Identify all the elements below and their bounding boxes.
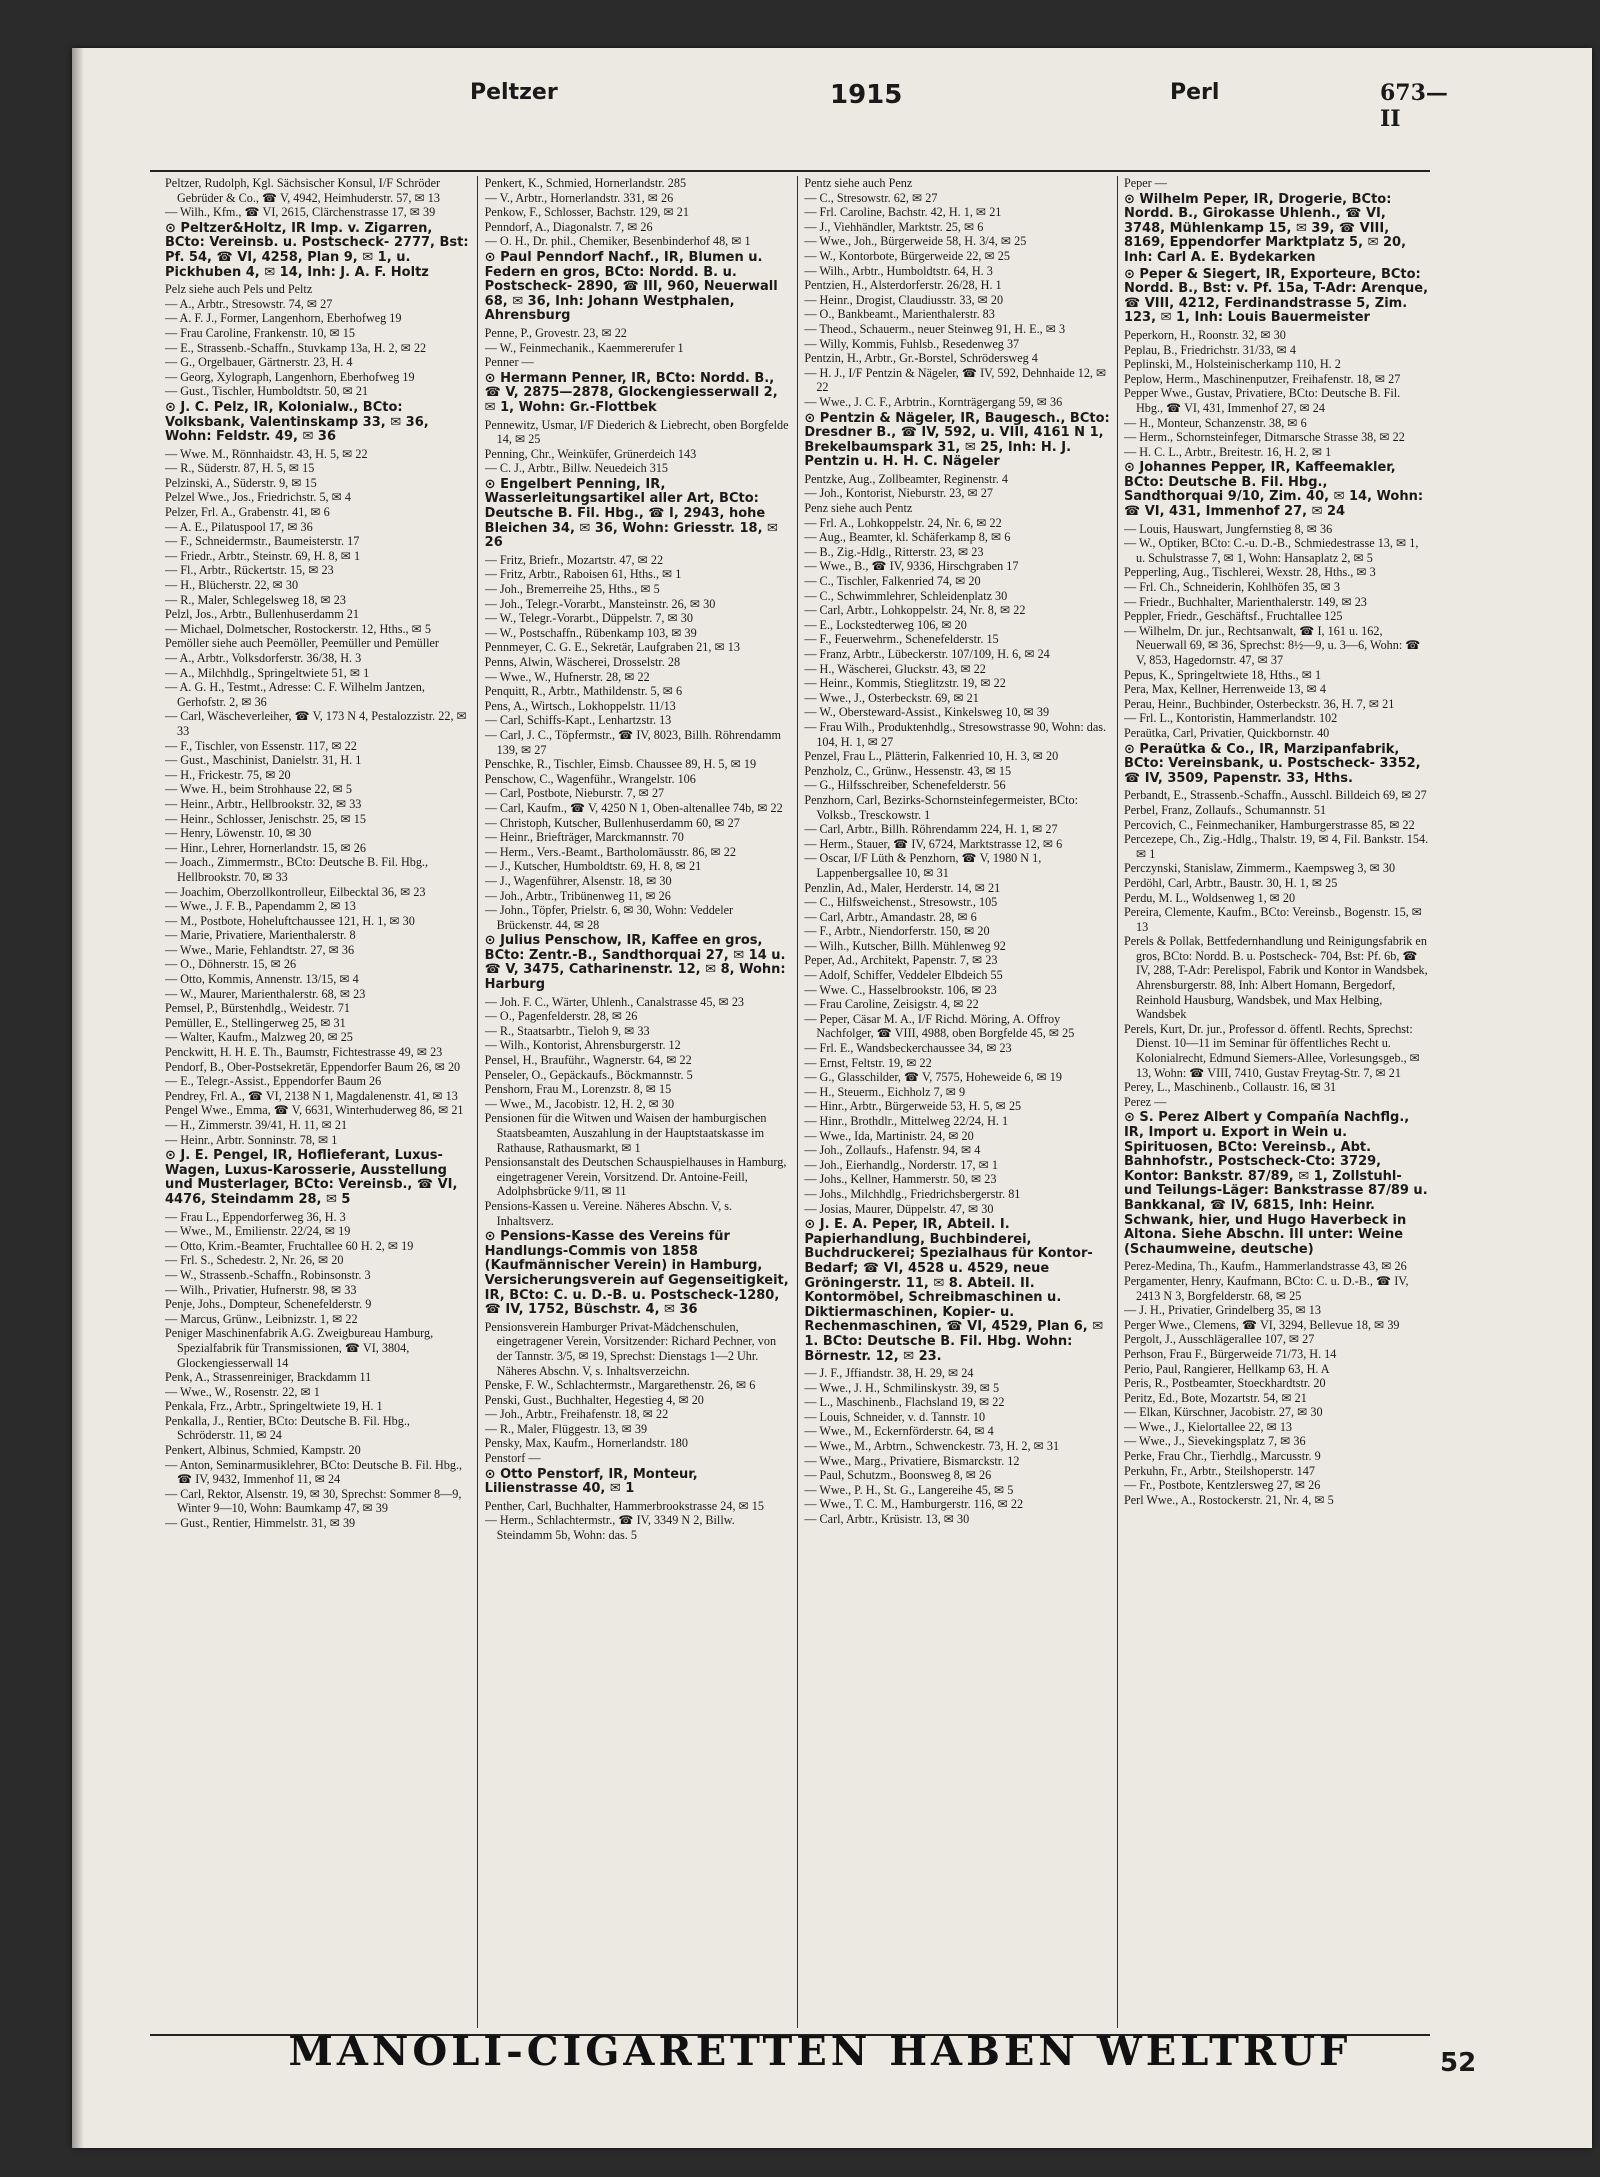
directory-entry: Penske, F. W., Schlachtermstr., Margarethenstr. 26, ✉ 6	[484, 1378, 756, 1393]
directory-entry: — Johs., Kellner, Hammerstr. 50, ✉ 23	[804, 1172, 997, 1187]
directory-entry: — Louis, Hauswart, Jungfernstieg 8, ✉ 36	[1123, 521, 1333, 536]
directory-entry: ⊙ Paul Penndorf Nachf., IR, Blumen u. Federn en gros, BCto: Nordd. B. u. Postscheck- 2890, ☎ III, 960, Neuerwall 68, ✉ 36, Inh: Johann Westphalen, Ahrensburg	[484, 249, 778, 324]
directory-entry: Pensky, Max, Kaufm., Hornerlandstr. 180	[484, 1436, 688, 1451]
directory-entry: — F., Schneidermstr., Baumeisterstr. 17	[165, 534, 360, 549]
directory-entry: — Johs., Milchhdlg., Friedrichsbergerstr. 81	[804, 1186, 1021, 1201]
directory-entry: Perczynski, Stanislaw, Zimmerm., Kaempsweg 3, ✉ 30	[1123, 861, 1396, 876]
directory-entry: — Otto, Krim.-Beamter, Fruchtallee 60 H. 2, ✉ 19	[165, 1238, 414, 1253]
directory-entry: Peper —	[1123, 176, 1167, 190]
directory-entry: — Henry, Löwenstr. 10, ✉ 30	[165, 826, 312, 841]
directory-entry: — C. J., Arbtr., Billw. Neuedeich 315	[484, 461, 669, 476]
column-divider	[797, 176, 798, 2028]
directory-entry: ⊙ Johannes Pepper, IR, Kaffeemakler, BCto: Deutsche B. Fil. Hbg., Sandthorquai 9/10, Zim. 40, ✉ 14, Wohn: ☎ VI, 431, Immenhof 27, ✉ 24	[1123, 460, 1424, 520]
directory-entry: — Fritz, Arbtr., Raboisen 61, Hths., ✉ 1	[484, 567, 682, 582]
directory-entry: Penquitt, R., Arbtr., Mathildenstr. 5, ✉ 6	[484, 684, 683, 699]
directory-entry: — J. H., Privatier, Grindelberg 35, ✉ 13	[1123, 1303, 1321, 1318]
directory-entry: — G., Orgelbauer, Gärtnerstr. 23, H. 4	[165, 355, 353, 370]
header-right-keyword: Perl	[1170, 80, 1220, 105]
directory-entry: — Ernst, Feltstr. 19, ✉ 22	[804, 1055, 932, 1070]
directory-entry: — F., Arbtr., Niendorferstr. 150, ✉ 20	[804, 924, 990, 939]
directory-entry: Penkow, F., Schlosser, Bachstr. 129, ✉ 21	[484, 205, 689, 220]
directory-entry: — G., Hilfsschreiber, Schenefelderstr. 56	[804, 778, 1006, 793]
directory-entry: Pelzl, Jos., Arbtr., Bullenhuserdamm 21	[165, 607, 359, 622]
directory-entry: Peplau, B., Friedrichstr. 31/33, ✉ 4	[1123, 342, 1296, 357]
directory-entry: — C., Schwimmlehrer, Schleidenplatz 30	[804, 588, 1008, 603]
running-header	[90, 72, 1460, 132]
directory-entry: Penning, Chr., Weinküfer, Grünerdeich 143	[484, 446, 697, 461]
directory-entry: — J., Wagenführer, Alsenstr. 18, ✉ 30	[484, 873, 672, 888]
directory-entry: — Joh., Zollaufs., Hafenstr. 94, ✉ 4	[804, 1143, 981, 1158]
directory-entry: Penndorf, A., Diagonalstr. 7, ✉ 26	[484, 219, 653, 234]
directory-entry: Pendrey, Frl. A., ☎ VI, 2138 N 1, Magdalenenstr. 41, ✉ 13	[165, 1088, 458, 1103]
directory-entry: — Frl. E., Wandsbeckerchaussee 34, ✉ 23	[804, 1041, 1012, 1056]
directory-entry: — Paul, Schutzm., Boonsweg 8, ✉ 26	[804, 1468, 992, 1483]
directory-entry: — H. J., I/F Pentzin & Nägeler, ☎ IV, 592, Dehnhaide 12, ✉ 22	[804, 365, 1107, 395]
directory-entry: — W., Telegr.-Vorarbt., Düppelstr. 7, ✉ 30	[484, 611, 693, 626]
directory-entry: Penschke, R., Tischler, Eimsb. Chaussee 89, H. 5, ✉ 19	[484, 757, 757, 772]
directory-entry: — A., Arbtr., Stresowstr. 74, ✉ 27	[165, 296, 333, 311]
directory-entry: — Joh. F. C., Wärter, Uhlenh., Canalstrasse 45, ✉ 23	[484, 994, 745, 1009]
directory-entry: — J., Kutscher, Humboldtstr. 69, H. 8, ✉ 21	[484, 859, 702, 874]
directory-entry: — Aug., Beamter, kl. Schäferkamp 8, ✉ 6	[804, 530, 1011, 545]
directory-entry: Perbandt, E., Strassenb.-Schaffn., Ausschl. Billdeich 69, ✉ 27	[1123, 788, 1427, 803]
directory-entry: — Heinr., Arbtr., Hellbrookstr. 32, ✉ 33	[165, 796, 362, 811]
directory-entry: — Wilhelm, Dr. jur., Rechtsanwalt, ☎ I, 161 u. 162, Neuerwall 69, ✉ 36, Sprechst: 8½—9, u. 3—6, Wohn: ☎ V, 853, Hagedornstr. 47, ✉ 37	[1123, 623, 1421, 667]
directory-entry: — Wwe., J. C. F., Arbtrin., Kornträgergang 59, ✉ 36	[804, 394, 1063, 409]
directory-entry: Penski, Gust., Buchhalter, Hegestieg 4, ✉ 20	[484, 1392, 704, 1407]
directory-entry: Penschow, C., Wagenführ., Wrangelstr. 106	[484, 771, 696, 786]
directory-entry: — Frau Caroline, Frankenstr. 10, ✉ 15	[165, 325, 355, 340]
directory-entry: Pentz siehe auch Penz	[804, 176, 913, 190]
directory-entry: Pera, Max, Kellner, Herrenweide 13, ✉ 4	[1123, 682, 1326, 697]
directory-entry: Penkala, Frz., Arbtr., Springeltwiete 19, H. 1	[165, 1399, 383, 1414]
directory-entry: ⊙ Engelbert Penning, IR, Wasserleitungsartikel aller Art, BCto: Deutsche B. Fil. Hbg., ☎ I, 2943, hohe Bleichen 34, ✉ 36, Wohn: Griesstr. 18, ✉ 26	[484, 476, 778, 551]
directory-entry: — Gust., Tischler, Humboldtstr. 50, ✉ 21	[165, 384, 369, 399]
directory-entry: — Walter, Kaufm., Malzweg 20, ✉ 25	[165, 1030, 353, 1045]
column-divider	[1117, 176, 1118, 2028]
directory-entry: Perau, Heinr., Buchbinder, Osterbeckstr. 36, H. 7, ✉ 21	[1123, 696, 1395, 711]
header-page-ref: 673—II	[1380, 80, 1448, 132]
page-edge-shadow	[72, 48, 84, 2148]
directory-entry: Penstorf —	[484, 1451, 541, 1466]
directory-entry: — Frau Caroline, Zeisigstr. 4, ✉ 22	[804, 997, 979, 1012]
directory-entry: — Wilh., Kfm., ☎ VI, 2615, Clärchenstrasse 17, ✉ 39	[165, 205, 436, 220]
directory-entry: Pentzin, H., Arbtr., Gr.-Borstel, Schrödersweg 4	[804, 351, 1038, 366]
column-3	[804, 176, 1110, 2028]
directory-entry: — A., Milchhdlg., Springeltwiete 51, ✉ 1	[165, 665, 370, 680]
directory-entry: — E., Strassenb.-Schaffn., Stuvkamp 13a, H. 2, ✉ 22	[165, 340, 427, 355]
directory-entry: — E., Telegr.-Assist., Eppendorfer Baum 26	[165, 1074, 382, 1089]
directory-entry: — Herm., Schornsteinfeger, Ditmarsche Strasse 38, ✉ 22	[1123, 430, 1405, 445]
directory-entry: — Frl. S., Schedestr. 2, Nr. 26, ✉ 20	[165, 1253, 344, 1268]
directory-entry: Penns, Alwin, Wäscherei, Drosselstr. 28	[484, 655, 681, 669]
directory-entry: — H., Steuerm., Eichholz 7, ✉ 9	[804, 1084, 966, 1099]
directory-entry: — John., Töpfer, Prielstr. 6, ✉ 30, Wohn: Veddeler Brückenstr. 44, ✉ 28	[484, 903, 734, 932]
directory-entry: Perke, Frau Chr., Tierhdlg., Marcusstr. 9	[1123, 1449, 1321, 1464]
directory-entry: Perhson, Frau F., Bürgerweide 71/73, H. 14	[1123, 1346, 1337, 1361]
directory-entry: — Fritz, Briefr., Mozartstr. 47, ✉ 22	[484, 552, 664, 567]
directory-entry: ⊙ Otto Penstorf, IR, Monteur, Lilienstrasse 40, ✉ 1	[484, 1466, 698, 1497]
directory-entry: ⊙ Hermann Penner, IR, BCto: Nordd. B., ☎ V, 2875—2878, Glockengiesserwall 2, ✉ 1, Wohn: Gr.-Flottbek	[484, 370, 778, 415]
directory-entry: — O., Pagenfelderstr. 28, ✉ 26	[484, 1009, 638, 1024]
directory-entry: — Joh., Bremerreihe 25, Hths., ✉ 5	[484, 582, 660, 597]
directory-entry: Perez —	[1123, 1094, 1167, 1109]
directory-entry: — C., Hilfsweichenst., Stresowstr., 105	[804, 895, 998, 910]
directory-entry: Peltzer, Rudolph, Kgl. Sächsischer Konsul, I/F Schröder Gebrüder & Co., ☎ V, 4942, Heimhuderstr. 57, ✉ 13	[165, 176, 441, 205]
directory-entry: — F., Tischler, von Essenstr. 117, ✉ 22	[165, 738, 357, 753]
directory-entry: — Herm., Schlachtermstr., ☎ IV, 3349 N 2, Billw. Steindamm 5b, Wohn: das. 5	[484, 1513, 735, 1543]
directory-entry: ⊙ Wilhelm Peper, IR, Drogerie, BCto: Nordd. B., Girokasse Uhlenh., ☎ VI, 3748, Mühlenkamp 15, ✉ 39, ☎ VIII, 8169, Eppendorfer Marktplatz 5, ✉ 20, Inh: Carl A. E. Bydekarken	[1123, 191, 1407, 265]
directory-entry: — Carl, Rektor, Alsenstr. 19, ✉ 30, Sprechst: Sommer 8—9, Winter 9—10, Wohn: Baumkamp 47, ✉ 39	[165, 1486, 462, 1516]
directory-entry: ⊙ J. C. Pelz, IR, Kolonialw., BCto: Volksbank, Valentinskamp 33, ✉ 36, Wohn: Feldstr. 49, ✉ 36	[165, 399, 429, 445]
directory-entry: ⊙ Peper & Siegert, IR, Exporteure, BCto: Nordd. B., Bst: v. Pf. 15a, T-Adr: Arenque, ☎ VIII, 4212, Ferdinandstrasse 5, Zim. 123, ✉ 1, Inh: Louis Bauermeister	[1123, 266, 1429, 326]
directory-entry: ⊙ Julius Penschow, IR, Kaffee en gros, BCto: Zentr.-B., Sandthorquai 27, ✉ 14 u. ☎ V, 3475, Catharinenstr. 12, ✉ 8, Wohn: Harburg	[484, 933, 786, 993]
directory-entry: Pergolt, J., Ausschlägerallee 107, ✉ 27	[1123, 1332, 1315, 1347]
sheet-number: 52	[1440, 2048, 1477, 2078]
directory-entry: Perdöhl, Carl, Arbtr., Baustr. 30, H. 1, ✉ 25	[1123, 875, 1338, 890]
directory-entry: — Anton, Seminarmusiklehrer, BCto: Deutsche B. Fil. Hbg., ☎ IV, 9432, Immenhof 11, ✉ 24	[165, 1457, 463, 1487]
directory-entry: — Frl. Caroline, Bachstr. 42, H. 1, ✉ 21	[804, 205, 1002, 220]
directory-entry: Perez-Medina, Th., Kaufm., Hammerlandstrasse 43, ✉ 26	[1123, 1259, 1407, 1274]
directory-entry: Penner —	[484, 355, 534, 370]
directory-entry: — J. F., Jffiandstr. 38, H. 29, ✉ 24	[804, 1366, 974, 1381]
directory-entry: — Marcus, Grünw., Leibnizstr. 1, ✉ 22	[165, 1311, 358, 1326]
directory-entry: — Theod., Schauerm., neuer Steinweg 91, H. E., ✉ 3	[804, 321, 1066, 336]
directory-entry: — Wwe. C., Hasselbrookstr. 106, ✉ 23	[804, 982, 997, 997]
directory-entry: — Adolf, Schiffer, Veddeler Elbdeich 55	[804, 968, 1003, 983]
directory-entry: — Friedr., Buchhalter, Marienthalerstr. 149, ✉ 23	[1123, 594, 1367, 609]
directory-entry: Peraütka, Carl, Privatier, Quickbornstr. 40	[1123, 725, 1330, 740]
directory-entry: — R., Maler, Flüggestr. 13, ✉ 39	[484, 1421, 648, 1436]
directory-entry: — Fr., Postbote, Kentzlersweg 27, ✉ 26	[1123, 1478, 1321, 1493]
directory-entry: — Joh., Arbtr., Freihafenstr. 18, ✉ 22	[484, 1407, 669, 1422]
directory-entry: — Wilh., Kontorist, Ahrensburgerstr. 12	[484, 1038, 681, 1053]
directory-entry: — Fl., Arbtr., Rückertstr. 15, ✉ 23	[165, 563, 334, 578]
directory-entry: — Willy, Kommis, Fuhlsb., Resedenweg 37	[804, 336, 1020, 351]
directory-entry: — Heinr., Briefträger, Marckmannstr. 70	[484, 830, 684, 845]
directory-entry: Penkalla, J., Rentier, BCto: Deutsche B. Fil. Hbg., Schröderstr. 11, ✉ 24	[165, 1413, 410, 1443]
directory-entry: Penzel, Frau L., Plätterin, Falkenried 10, H. 3, ✉ 20	[804, 749, 1059, 764]
directory-entry: — Peper, Cäsar M. A., I/F Richd. Möring, A. Offroy Nachfolger, ☎ VIII, 4988, oben Borgfelde 45, ✉ 25	[804, 1011, 1075, 1041]
directory-entry: Pelzel Wwe., Jos., Friedrichstr. 5, ✉ 4	[165, 490, 352, 505]
directory-entry: ⊙ Peltzer&Holtz, IR Imp. v. Zigarren, BCto: Vereinsb. u. Postscheck- 2777, Bst: Pf. 54, ☎ VI, 4258, Plan 9, ✉ 1, u. Pickhuben 4, ✉ 14, Inh: J. A. F. Holtz	[165, 220, 469, 280]
directory-entry: Pepperling, Aug., Tischlerei, Wexstr. 28, Hths., ✉ 3	[1123, 565, 1376, 580]
directory-entry: — Frl. A., Lohkoppelstr. 24, Nr. 6, ✉ 22	[804, 515, 1002, 530]
directory-entry: — A. F. J., Former, Langenhorn, Eberhofweg 19	[165, 311, 402, 326]
directory-entry: ⊙ S. Perez Albert y Compañía Nachflg., IR, Import u. Export in Wein u. Spirituosen, BCto: Vereinsb., Abt. Bahnhofstr., Postscheck-Cto: 3729, Kontor: Bankstr. 87/89, ✉ 1, Zollstuhl- und Teilungs-Läger: Bankstrasse 87/89 u. Bankkanal, ☎ IV, 6815, Inh: Heinr. Schwank, hier, und Hugo Haverbeck in Altona. Siehe Abschn. III unter: Weine (Schaumweine, deutsche)	[1123, 1110, 1428, 1257]
directory-entry: Pensionen für die Witwen und Waisen der hamburgischen Staatsbeamten, Auszahlung in der Hauptstaatskasse im Rathause, Rathausmarkt, ✉ 1	[484, 1111, 767, 1155]
directory-entry: — Wwe., J. F. B., Papendamm 2, ✉ 13	[165, 899, 356, 914]
directory-entry: Penshorn, Frau M., Lorenzstr. 8, ✉ 15	[484, 1082, 672, 1097]
directory-entry: — A. G. H., Testmt., Adresse: C. F. Wilhelm Jantzen, Gerhofstr. 2, ✉ 36	[165, 680, 425, 709]
directory-entry: Penther, Carl, Buchhalter, Hammerbrookstrasse 24, ✉ 15	[484, 1498, 764, 1513]
directory-entry: — Wilh., Arbtr., Humboldtstr. 64, H. 3	[804, 263, 993, 278]
directory-entry: — H., Monteur, Schanzenstr. 38, ✉ 6	[1123, 415, 1307, 430]
directory-entry: — Carl, Kaufm., ☎ V, 4250 N 1, Oben-altenallee 74b, ✉ 22	[484, 800, 783, 815]
directory-entry: — M., Postbote, Hoheluftchaussee 121, H. 1, ✉ 30	[165, 913, 415, 928]
directory-entry: — W., Postschaffn., Rübenkamp 103, ✉ 39	[484, 625, 697, 640]
directory-entry: Percovich, C., Feinmechaniker, Hamburgerstrasse 85, ✉ 22	[1123, 817, 1415, 832]
directory-entry: ⊙ Pentzin & Nägeler, IR, Baugesch., BCto: Dresdner B., ☎ IV, 592, u. VIII, 4161 N 1, Brekelbaumspark 31, ✉ 25, Inh: H. J. Pentzin u. H. H. C. Nägeler	[804, 410, 1110, 470]
directory-entry: — Wilh., Kutscher, Billh. Mühlenweg 92	[804, 938, 1006, 953]
directory-entry: Pengel Wwe., Emma, ☎ V, 6631, Winterhuderweg 86, ✉ 21	[165, 1103, 464, 1118]
directory-entry: — Heinr., Schlosser, Jenischstr. 25, ✉ 15	[165, 811, 366, 826]
directory-entry: — Frl. Ch., Schneiderin, Kohlhöfen 35, ✉ 3	[1123, 580, 1340, 595]
directory-entry: Pemöller siehe auch Peemöller, Peemüller und Pemüller	[165, 636, 439, 651]
directory-entry: ⊙ Pensions-Kasse des Vereins für Handlungs-Commis von 1858 (Kaufmännischer Verein) in Hamburg, Versicherungsverein auf Gegenseitigkeit, IR, BCto: C. u. D.-B. u. Postscheck-1280, ☎ IV, 1752, Büschstr. 4, ✉ 36	[484, 1229, 789, 1318]
directory-entry: — Joh., Arbtr., Tribünenweg 11, ✉ 26	[484, 888, 671, 903]
directory-entry: — Joh., Kontorist, Nieburstr. 23, ✉ 27	[804, 486, 993, 501]
directory-entry: — Gust., Maschinist, Danielstr. 31, H. 1	[165, 753, 362, 768]
directory-entry: — Frl. L., Kontoristin, Hammerlandstr. 102	[1123, 711, 1338, 726]
directory-entry: Penk, A., Strassenreiniger, Brackdamm 11	[165, 1370, 372, 1385]
directory-entry: — Joh., Telegr.-Vorarbt., Mansteinstr. 26, ✉ 30	[484, 596, 716, 611]
directory-entry: ⊙ J. E. A. Peper, IR, Abteil. I. Papierhandlung, Buchbinderei, Buchdruckerei; Spezialhaus für Kontor-Bedarf; ☎ VI, 4528 u. 4529, neue Gröningerstr. 11, ✉ 8. Abteil. II. Kontormöbel, Schreibmaschinen u. Diktiermaschinen, Kopier- u. Rechenmaschinen, ☎ VI, 4529, Plan 6, ✉ 1. BCto: Deutsche B. Fil. Hbg. Wohn: Börnestr. 12, ✉ 23.	[804, 1217, 1104, 1364]
directory-entry: — Hinr., Lehrer, Hornerlandstr. 15, ✉ 26	[165, 840, 366, 855]
directory-entry: — Wwe., M., Arbtrn., Schwenckestr. 73, H. 2, ✉ 31	[804, 1439, 1060, 1454]
directory-entry: Pepus, K., Springeltwiete 18, Hths., ✉ 1	[1123, 667, 1322, 682]
directory-entry: Percezepe, Ch., Zig.-Hdlg., Thalstr. 19, ✉ 4, Fil. Bankstr. 154. ✉ 1	[1123, 832, 1429, 861]
directory-entry: — Wilh., Privatier, Hufnerstr. 98, ✉ 33	[165, 1282, 357, 1297]
directory-entry: Peper, Ad., Architekt, Papenstr. 7, ✉ 23	[804, 953, 998, 968]
directory-entry: — R., Maler, Schlegelsweg 18, ✉ 23	[165, 592, 346, 607]
directory-entry: Peperkorn, H., Roonstr. 32, ✉ 30	[1123, 327, 1286, 342]
directory-entry: — Heinr., Kommis, Stieglitzstr. 19, ✉ 22	[804, 676, 1006, 691]
directory-entry: — Carl, Schiffs-Kapt., Lenhartzstr. 13	[484, 713, 672, 728]
directory-columns	[165, 176, 1430, 2028]
column-divider	[477, 176, 478, 2028]
directory-entry: — Joachim, Oberzollkontrolleur, Eilbecktal 36, ✉ 23	[165, 884, 426, 899]
directory-entry: — Wwe., M., Emilienstr. 22/24, ✉ 19	[165, 1224, 351, 1239]
directory-entry: — Georg, Xylograph, Langenhorn, Eberhofweg 19	[165, 369, 415, 384]
directory-entry: — W., Feinmechanik., Kaemmererufer 1	[484, 340, 684, 355]
directory-entry: — Wwe., M., Eckernförderstr. 64, ✉ 4	[804, 1424, 994, 1439]
directory-entry: — Wwe., J., Kielortallee 22, ✉ 13	[1123, 1419, 1293, 1434]
directory-entry: — F., Feuerwehrm., Schenefelderstr. 15	[804, 632, 999, 647]
directory-entry: — Elkan, Kürschner, Jacobistr. 27, ✉ 30	[1123, 1405, 1323, 1420]
directory-entry: Pelzinski, A., Süderstr. 9, ✉ 15	[165, 475, 317, 490]
directory-entry: — Hinr., Arbtr., Bürgerweide 53, H. 5, ✉ 25	[804, 1099, 1022, 1114]
directory-entry: Perbel, Franz, Zollaufs., Schumannstr. 51	[1123, 802, 1327, 817]
directory-entry: — Wwe., J., Osterbeckstr. 69, ✉ 21	[804, 690, 979, 705]
directory-entry: Peritz, Ed., Bote, Mozartstr. 54, ✉ 21	[1123, 1390, 1307, 1405]
directory-entry: — W., Strassenb.-Schaffn., Robinsonstr. 3	[165, 1267, 371, 1282]
header-year: 1915	[830, 80, 903, 110]
directory-entry: Perey, L., Maschinenb., Collaustr. 16, ✉ 31	[1123, 1080, 1337, 1095]
directory-entry: — H., Frickestr. 75, ✉ 20	[165, 767, 291, 782]
directory-entry: — W., Maurer, Marienthalerstr. 68, ✉ 23	[165, 986, 366, 1001]
directory-entry: — A. E., Pilatuspool 17, ✉ 36	[165, 519, 313, 534]
directory-entry: — Wwe., T. C. M., Hamburgerstr. 116, ✉ 22	[804, 1497, 1024, 1512]
directory-entry: Pereira, Clemente, Kaufm., BCto: Vereinsb., Bogenstr. 15, ✉ 13	[1123, 905, 1423, 934]
directory-entry: Pemüller, E., Stellingerweg 25, ✉ 31	[165, 1015, 346, 1030]
directory-entry: — Carl, J. C., Töpfermstr., ☎ IV, 8023, Billh. Röhrendamm 139, ✉ 27	[484, 727, 782, 757]
directory-entry: — H., Blücherstr. 22, ✉ 30	[165, 578, 299, 593]
directory-entry: — Wwe., W., Rosenstr. 22, ✉ 1	[165, 1384, 320, 1399]
directory-entry: Penje, Johs., Dompteur, Schenefelderstr. 9	[165, 1297, 372, 1312]
directory-entry: — R., Staatsarbtr., Tieloh 9, ✉ 33	[484, 1023, 650, 1038]
directory-entry: Perger Wwe., Clemens, ☎ VI, 3294, Bellevue 18, ✉ 39	[1123, 1317, 1400, 1332]
directory-entry: — Wwe., P. H., St. G., Langereihe 45, ✉ 5	[804, 1482, 1014, 1497]
column-1	[165, 176, 471, 2028]
directory-entry: — C., Tischler, Falkenried 74, ✉ 20	[804, 574, 981, 589]
directory-entry: Pendorf, B., Ober-Postsekretär, Eppendorfer Baum 26, ✉ 20	[165, 1059, 461, 1074]
directory-entry: Perl Wwe., A., Rostockerstr. 21, Nr. 4, ✉ 5	[1123, 1492, 1334, 1507]
directory-entry: — Marie, Privatiere, Marienthalerstr. 8	[165, 928, 356, 943]
directory-entry: — H., Zimmerstr. 39/41, H. 11, ✉ 21	[165, 1118, 348, 1132]
directory-entry: — B., Zig.-Hdlg., Ritterstr. 23, ✉ 23	[804, 544, 984, 559]
directory-entry: — Wwe., J. H., Schmilinskystr. 39, ✉ 5	[804, 1380, 1000, 1395]
directory-entry: Pemsel, P., Bürstenhdlg., Weidestr. 71	[165, 1001, 350, 1016]
directory-entry: ⊙ Peraütka & Co., IR, Marzipanfabrik, BCto: Vereinsbank, u. Postscheck- 3352, ☎ IV, 3509, Papenstr. 33, Hths.	[1123, 741, 1421, 786]
directory-entry: — H., Wäscherei, Gluckstr. 43, ✉ 22	[804, 661, 986, 676]
directory-entry: — O. H., Dr. phil., Chemiker, Besenbinderhof 48, ✉ 1	[484, 234, 751, 249]
directory-entry: Pennmeyer, C. G. E., Sekretär, Laufgraben 21, ✉ 13	[484, 640, 740, 655]
directory-entry: Pens, A., Wirtsch., Lokhoppelstr. 11/13	[484, 698, 676, 713]
directory-entry: — G., Glasschilder, ☎ V, 7575, Hoheweide 6, ✉ 19	[804, 1070, 1062, 1085]
directory-entry: Penz siehe auch Pentz	[804, 501, 913, 516]
directory-entry: Pennewitz, Usmar, I/F Diederich & Liebrecht, oben Borgfelde 14, ✉ 25	[484, 417, 789, 447]
directory-entry: — Louis, Schneider, v. d. Tannstr. 10	[804, 1409, 986, 1424]
directory-entry: — Hinr., Brothdlr., Mittelweg 22/24, H. 1	[804, 1114, 1009, 1128]
directory-entry: Perdu, M. L., Woldsenweg 1, ✉ 20	[1123, 890, 1296, 905]
directory-entry: — Friedr., Arbtr., Steinstr. 69, H. 8, ✉ 1	[165, 548, 361, 563]
directory-entry: — V., Arbtr., Hornerlandstr. 331, ✉ 26	[484, 190, 674, 205]
directory-entry: — Carl, Wäscheverleiher, ☎ V, 173 N 4, Pestalozzistr. 22, ✉ 33	[165, 709, 467, 738]
directory-entry: — E., Lockstedterweg 106, ✉ 20	[804, 617, 967, 632]
directory-entry: — Wwe., M., Jacobistr. 12, H. 2, ✉ 30	[484, 1096, 675, 1111]
directory-entry: Pergamenter, Henry, Kaufmann, BCto: C. u. D.-B., ☎ IV, 2413 N 3, Borgfelderstr. 68, ✉ 25	[1123, 1273, 1409, 1303]
directory-entry: — Michael, Dolmetscher, Rostockerstr. 12, Hths., ✉ 5	[165, 621, 431, 636]
directory-entry: — L., Maschinenb., Flachsland 19, ✉ 22	[804, 1395, 1005, 1410]
directory-entry: ⊙ J. E. Pengel, IR, Hoflieferant, Luxus-Wagen, Luxus-Karosserie, Ausstellung und Musterlager, BCto: Vereinsb., ☎ VI, 4476, Steindamm 28, ✉ 5	[165, 1148, 458, 1207]
directory-entry: — J., Viehhändler, Marktstr. 25, ✉ 6	[804, 219, 984, 234]
directory-entry: — Heinr., Drogist, Claudiusstr. 33, ✉ 20	[804, 292, 1004, 307]
directory-entry: Pepper Wwe., Gustav, Privatiere, BCto: Deutsche B. Fil. Hbg., ☎ VI, 431, Immenhof 27, ✉ 24	[1123, 386, 1401, 415]
header-rule	[150, 170, 1430, 172]
directory-entry: Penne, P., Grovestr. 23, ✉ 22	[484, 325, 627, 340]
directory-entry: Peppler, Friedr., Geschäftsf., Fruchtallee 125	[1123, 609, 1343, 624]
column-2	[485, 176, 791, 2028]
directory-entry: — Carl, Arbtr., Krüsistr. 13, ✉ 30	[804, 1512, 970, 1527]
directory-entry: Pensel, H., Brauführ., Wagnerstr. 64, ✉ 22	[484, 1053, 692, 1068]
directory-entry: — W., Obersteward-Assist., Kinkelsweg 10, ✉ 39	[804, 705, 1050, 720]
directory-entry: Penkert, K., Schmied, Hornerlandstr. 285	[484, 176, 687, 190]
directory-entry: — Wwe., J., Sievekingsplatz 7, ✉ 36	[1123, 1434, 1306, 1449]
directory-entry: Penzholz, C., Grünw., Hessenstr. 43, ✉ 15	[804, 763, 1012, 778]
directory-entry: — C., Stresowstr. 62, ✉ 27	[804, 190, 938, 205]
directory-entry: — W., Optiker, BCto: C.-u. D.-B., Schmiedestrasse 13, ✉ 1, u. Schulstrasse 7, ✉ 1, Wohn: Hansaplatz 2, ✉ 5	[1123, 536, 1419, 565]
directory-entry: Pensionsanstalt des Deutschen Schauspielhauses in Hamburg, eingetragener Verein, Vorsitzend. Dr. Antoine-Feill, Adolphsbrücke 9/11, ✉ 11	[484, 1155, 787, 1199]
directory-entry: Perkuhn, Fr., Arbtr., Steilshoperstr. 147	[1123, 1463, 1315, 1478]
directory-entry: — O., Bankbeamt., Marienthalerstr. 83	[804, 307, 995, 322]
directory-entry: — Carl, Arbtr., Amandastr. 28, ✉ 6	[804, 909, 977, 924]
directory-entry: — O., Döhnerstr. 15, ✉ 26	[165, 957, 297, 972]
directory-entry: — Josias, Maurer, Düppelstr. 47, ✉ 30	[804, 1201, 994, 1216]
directory-entry: — Gust., Rentier, Himmelstr. 31, ✉ 39	[165, 1516, 356, 1531]
directory-entry: Penckwitt, H. H. E. Th., Baumstr, Fichtestrasse 49, ✉ 23	[165, 1045, 443, 1060]
directory-entry: — Wwe., Marie, Fehlandtstr. 27, ✉ 36	[165, 942, 355, 957]
directory-entry: Pensions-Kassen u. Vereine. Näheres Abschn. V, s. Inhaltsverz.	[484, 1198, 733, 1228]
directory-entry: — Oscar, I/F Lüth & Penzhorn, ☎ V, 1980 N 1, Lappenbergsallee 10, ✉ 31	[804, 851, 1042, 880]
directory-entry: Penseler, O., Gepäckaufs., Böckmannstr. 5	[484, 1067, 693, 1082]
directory-entry: Perio, Paul, Rangierer, Hellkamp 63, H. A	[1123, 1361, 1330, 1376]
directory-entry: — Otto, Kommis, Annenstr. 13/15, ✉ 4	[165, 972, 359, 987]
directory-entry: — A., Arbtr., Volksdorferstr. 36/38, H. 3	[165, 651, 362, 665]
directory-entry: — R., Süderstr. 87, H. 5, ✉ 15	[165, 461, 315, 476]
directory-entry: — Herm., Stauer, ☎ IV, 6724, Marktstrasse 12, ✉ 6	[804, 836, 1063, 851]
column-4	[1124, 176, 1430, 2028]
directory-entry: — H. C. L., Arbtr., Breitestr. 16, H. 2, ✉ 1	[1123, 444, 1332, 459]
directory-entry: Pelz siehe auch Pels und Peltz	[165, 282, 313, 297]
directory-entry: — Christoph, Kutscher, Bullenhuserdamm 60, ✉ 27	[484, 815, 740, 830]
directory-entry: Perels, Kurt, Dr. jur., Professor d. öffentl. Rechts, Sprechst: Dienst. 10—11 im Seminar für öffentliches Recht u. Kolonialrecht, Edmund Siemers-Allee, Vorlesungsgeb., ✉ 13, Wohn: ☎ VIII, 7410, Gustav Freytag-Str. 7, ✉ 21	[1123, 1021, 1420, 1080]
directory-entry: — Joh., Eierhandlg., Norderstr. 17, ✉ 1	[804, 1157, 998, 1172]
directory-entry: — Wwe. H., beim Strohhause 22, ✉ 5	[165, 782, 353, 797]
directory-entry: — Carl, Arbtr., Lohkoppelstr. 24, Nr. 8, ✉ 22	[804, 603, 1026, 618]
directory-entry: — Carl, Postbote, Nieburstr. 7, ✉ 27	[484, 786, 665, 801]
directory-entry: — Franz, Arbtr., Lübeckerstr. 107/109, H. 6, ✉ 24	[804, 647, 1050, 661]
directory-entry: Peris, R., Postbeamter, Stoeckhardtstr. 20	[1123, 1376, 1326, 1391]
header-left-keyword: Peltzer	[470, 80, 558, 105]
directory-entry: — Heinr., Arbtr. Sonninstr. 78, ✉ 1	[165, 1132, 338, 1147]
directory-entry: — Wwe., B., ☎ IV, 9336, Hirschgraben 17	[804, 559, 1019, 574]
directory-entry: — Joach., Zimmermstr., BCto: Deutsche B. Fil. Hbg., Hellbrookstr. 70, ✉ 33	[165, 855, 429, 884]
directory-entry: — Wwe., Ida, Martinistr. 24, ✉ 20	[804, 1128, 974, 1143]
directory-entry: — Wwe. M., Rönnhaidstr. 43, H. 5, ✉ 22	[165, 446, 368, 461]
directory-entry: — Wwe., Marg., Privatiere, Bismarckstr. 12	[804, 1453, 1020, 1468]
directory-entry: Pensionsverein Hamburger Privat-Mädchenschulen, eingetragener Verein, Vorsitzender: Richard Pechner, von der Tannstr. 3/5, ✉ 19, Sprechst: Dienstags 1—2 Uhr. Näheres Abschn. V, s. Inhaltsverzeichn.	[484, 1319, 777, 1378]
directory-entry: Pentzien, H., Alsterdorferstr. 26/28, H. 1	[804, 278, 1002, 293]
directory-entry: — Wwe., Joh., Bürgerweide 58, H. 3/4, ✉ 25	[804, 234, 1027, 249]
advertising-banner: MANOLI-CIGARETTEN HABEN WELTRUF	[288, 2028, 1352, 2075]
directory-entry: Peplinski, M., Holsteinischerkamp 110, H. 2	[1123, 357, 1341, 372]
directory-entry: — W., Kontorbote, Bürgerweide 22, ✉ 25	[804, 248, 1010, 263]
directory-entry: Penzlin, Ad., Maler, Herderstr. 14, ✉ 21	[804, 880, 1001, 895]
directory-entry: Penkert, Albinus, Schmied, Kampstr. 20	[165, 1443, 361, 1458]
directory-entry: — Wwe., W., Hufnerstr. 28, ✉ 22	[484, 669, 650, 684]
directory-entry: — Frau Wilh., Produktenhdlg., Stresowstrasse 90, Wohn: das. 104, H. 1, ✉ 27	[804, 719, 1107, 749]
directory-entry: — Herm., Vers.-Beamt., Bartholomäusstr. 86, ✉ 22	[484, 844, 736, 859]
directory-entry: Peniger Maschinenfabrik A.G. Zweigbureau Hamburg, Spezialfabrik für Transmissionen, ☎ VI, 3804, Glockengiesserwall 14	[165, 1326, 434, 1370]
directory-entry: Penzhorn, Carl, Bezirks-Schornsteinfegermeister, BCto: Volksb., Tresckowstr. 1	[804, 792, 1078, 822]
directory-entry: Pelzer, Frl. A., Grabenstr. 41, ✉ 6	[165, 505, 330, 520]
directory-entry: Perels & Pollak, Bettfedernhandlung und Reinigungsfabrik en gros, BCto: Nordd. B. u. Postscheck- 704, Bst: Pf. 6b, ☎ IV, 288, T-Adr: Perelispol, Fabrik und Kontor in Wandsbek, Ahrensburgerstr. 88, Inh: Albert Homann, Bergedorf, Reinhold Hausburg, Wandsbek, und Max Helbing, Wandsbek	[1123, 934, 1428, 1022]
directory-entry: — Frau L., Eppendorferweg 36, H. 3	[165, 1209, 346, 1224]
directory-entry: Pentzke, Aug., Zollbeamter, Reginenstr. 4	[804, 471, 1008, 486]
directory-entry: Peplow, Herm., Maschinenputzer, Freihafenstr. 18, ✉ 27	[1123, 371, 1401, 386]
directory-entry: — Carl, Arbtr., Billh. Röhrendamm 224, H. 1, ✉ 27	[804, 822, 1058, 837]
